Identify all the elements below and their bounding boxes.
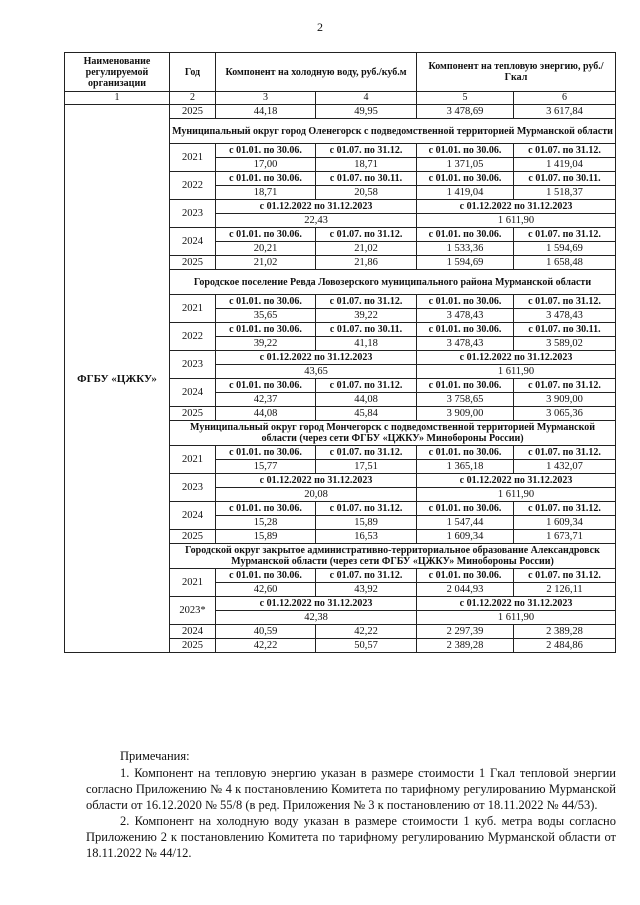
year-cell: 2024 [170,502,216,530]
section-title: Городское поселение Ревда Ловозерского муниципального района Мурманской области [170,270,616,295]
value-cell: 42,38 [216,611,417,625]
value-cell: 15,28 [216,516,316,530]
value-cell: 1 518,37 [514,186,616,200]
value-cell: 15,77 [216,460,316,474]
year-cell: 2025 [170,639,216,653]
header-heat: Компонент на тепловую энергию, руб./Гкал [417,53,616,92]
value-cell: 1 419,04 [417,186,514,200]
year-cell: 2022 [170,172,216,200]
value-cell: 2 389,28 [417,639,514,653]
value-cell: 17,51 [316,460,417,474]
period-cell: с 01.07. по 31.12. [514,446,616,460]
period-cell: с 01.01. по 30.06. [417,323,514,337]
period-cell: с 01.01. по 30.06. [417,228,514,242]
value-cell: 40,59 [216,625,316,639]
period-cell: с 01.12.2022 по 31.12.2023 [417,597,616,611]
period-cell: с 01.12.2022 по 31.12.2023 [216,474,417,488]
year-cell: 2025 [170,530,216,544]
period-cell: с 01.07. по 31.12. [514,144,616,158]
value-cell: 3 909,00 [514,393,616,407]
period-cell: с 01.12.2022 по 31.12.2023 [417,351,616,365]
year-cell: 2024 [170,379,216,407]
organization-name: ФГБУ «ЦЖКУ» [65,105,170,653]
value-cell: 16,53 [316,530,417,544]
year-cell: 2024 [170,625,216,639]
value-cell: 17,00 [216,158,316,172]
year-cell: 2023 [170,474,216,502]
notes-block [86,748,616,861]
value-cell: 2 044,93 [417,583,514,597]
value-cell: 1 609,34 [417,530,514,544]
period-cell: с 01.01. по 30.06. [417,144,514,158]
value-cell: 2 484,86 [514,639,616,653]
value-cell: 42,37 [216,393,316,407]
value-cell: 1 432,07 [514,460,616,474]
period-cell: с 01.01. по 30.06. [417,379,514,393]
page-number: 2 [317,20,323,34]
table-row [65,105,616,119]
year-cell: 2025 [170,256,216,270]
period-cell: с 01.07. по 31.12. [316,144,417,158]
period-cell: с 01.12.2022 по 31.12.2023 [216,200,417,214]
period-cell: с 01.07. по 30.11. [316,323,417,337]
period-cell: с 01.01. по 30.06. [417,446,514,460]
value-cell: 42,22 [316,625,417,639]
note-1: 1. Компонент на тепловую энергию указан в размере стоимости 1 Гкал тепловой энергии согласно Приложению № 4 к постановлению Комитета по тарифному регулированию Мурманской области от 16.12.2020 № 55/8 (в ред. Приложения № 3 к постановлению от 18.11.2022 № 44/53). [86,766,616,812]
col-number: 3 [216,92,316,105]
col-number: 1 [65,92,170,105]
value-cell: 21,02 [216,256,316,270]
year-cell: 2023 [170,351,216,379]
period-cell: с 01.01. по 30.06. [216,502,316,516]
value-cell: 43,65 [216,365,417,379]
period-cell: с 01.01. по 30.06. [216,446,316,460]
year-cell: 2025 [170,105,216,119]
period-cell: с 01.07. по 31.12. [316,569,417,583]
value-cell: 18,71 [216,186,316,200]
year-cell: 2025 [170,407,216,421]
value-cell: 1 594,69 [514,242,616,256]
col-number: 2 [170,92,216,105]
period-cell: с 01.01. по 30.06. [216,172,316,186]
period-cell: с 01.07. по 30.11. [514,172,616,186]
value-cell: 22,43 [216,214,417,228]
value-cell: 2 389,28 [514,625,616,639]
period-cell: с 01.01. по 30.06. [417,502,514,516]
period-cell: с 01.07. по 31.12. [514,569,616,583]
period-cell: с 01.07. по 31.12. [316,228,417,242]
section-title: Городской округ закрытое административно-территориальное образование Александровск Мурманской области (через сети ФГБУ «ЦЖКУ» Минобороны России) [170,544,616,569]
header-water: Компонент на холодную воду, руб./куб.м [216,53,417,92]
value-cell: 41,18 [316,337,417,351]
value-cell: 3 065,36 [514,407,616,421]
period-cell: с 01.01. по 30.06. [216,379,316,393]
value-cell: 2 126,11 [514,583,616,597]
value-cell: 49,95 [316,105,417,119]
col-number: 4 [316,92,417,105]
period-cell: с 01.07. по 31.12. [514,295,616,309]
year-cell: 2021 [170,144,216,172]
value-cell: 44,08 [216,407,316,421]
value-cell: 20,21 [216,242,316,256]
year-cell: 2024 [170,228,216,256]
value-cell: 43,92 [316,583,417,597]
value-cell: 1 611,90 [417,611,616,625]
period-cell: с 01.07. по 31.12. [514,228,616,242]
value-cell: 1 547,44 [417,516,514,530]
value-cell: 3 478,43 [417,337,514,351]
period-cell: с 01.07. по 31.12. [514,379,616,393]
value-cell: 45,84 [316,407,417,421]
column-number-row [65,92,616,105]
tariff-table [64,52,616,653]
header-row [65,53,616,92]
value-cell: 15,89 [316,516,417,530]
value-cell: 35,65 [216,309,316,323]
value-cell: 3 909,00 [417,407,514,421]
value-cell: 3 478,43 [417,309,514,323]
value-cell: 1 658,48 [514,256,616,270]
value-cell: 39,22 [316,309,417,323]
value-cell: 39,22 [216,337,316,351]
header-year: Год [170,53,216,92]
period-cell: с 01.07. по 31.12. [316,502,417,516]
value-cell: 21,02 [316,242,417,256]
period-cell: с 01.07. по 30.11. [514,323,616,337]
value-cell: 3 617,84 [514,105,616,119]
value-cell: 21,86 [316,256,417,270]
value-cell: 1 533,36 [417,242,514,256]
period-cell: с 01.01. по 30.06. [417,295,514,309]
period-cell: с 01.01. по 30.06. [216,569,316,583]
col-number: 6 [514,92,616,105]
year-cell: 2022 [170,323,216,351]
value-cell: 44,08 [316,393,417,407]
value-cell: 3 478,43 [514,309,616,323]
period-cell: с 01.07. по 31.12. [316,379,417,393]
year-cell: 2021 [170,295,216,323]
period-cell: с 01.12.2022 по 31.12.2023 [417,200,616,214]
value-cell: 1 611,90 [417,214,616,228]
value-cell: 15,89 [216,530,316,544]
col-number: 5 [417,92,514,105]
value-cell: 3 589,02 [514,337,616,351]
period-cell: с 01.12.2022 по 31.12.2023 [216,351,417,365]
period-cell: с 01.01. по 30.06. [216,144,316,158]
value-cell: 1 611,90 [417,365,616,379]
notes-title: Примечания: [120,749,190,763]
section-title: Муниципальный округ город Мончегорск с подведомственной территорией Мурманской области (через сети ФГБУ «ЦЖКУ» Минобороны России) [170,421,616,446]
value-cell: 42,60 [216,583,316,597]
value-cell: 1 673,71 [514,530,616,544]
value-cell: 20,58 [316,186,417,200]
period-cell: с 01.12.2022 по 31.12.2023 [216,597,417,611]
value-cell: 20,08 [216,488,417,502]
value-cell: 1 594,69 [417,256,514,270]
year-cell: 2021 [170,446,216,474]
period-cell: с 01.01. по 30.06. [216,323,316,337]
value-cell: 1 419,04 [514,158,616,172]
value-cell: 3 478,69 [417,105,514,119]
period-cell: с 01.07. по 31.12. [316,295,417,309]
header-org: Наименование регулируемой организации [65,53,170,92]
period-cell: с 01.07. по 30.11. [316,172,417,186]
period-cell: с 01.01. по 30.06. [216,228,316,242]
period-cell: с 01.07. по 31.12. [514,502,616,516]
value-cell: 1 365,18 [417,460,514,474]
year-cell: 2021 [170,569,216,597]
period-cell: с 01.12.2022 по 31.12.2023 [417,474,616,488]
note-2: 2. Компонент на холодную воду указан в размере стоимости 1 куб. метра воды согласно Приложению 2 к постановлению Комитета по тарифному регулированию Мурманской области от 18.11.2022 № 44/12. [86,814,616,860]
period-cell: с 01.01. по 30.06. [417,172,514,186]
value-cell: 1 371,05 [417,158,514,172]
period-cell: с 01.01. по 30.06. [216,295,316,309]
year-cell: 2023* [170,597,216,625]
value-cell: 1 611,90 [417,488,616,502]
section-title: Муниципальный округ город Оленегорск с подведомственной территорией Мурманской области [170,119,616,144]
period-cell: с 01.07. по 31.12. [316,446,417,460]
period-cell: с 01.01. по 30.06. [417,569,514,583]
year-cell: 2023 [170,200,216,228]
value-cell: 1 609,34 [514,516,616,530]
value-cell: 3 758,65 [417,393,514,407]
value-cell: 50,57 [316,639,417,653]
value-cell: 18,71 [316,158,417,172]
value-cell: 42,22 [216,639,316,653]
value-cell: 44,18 [216,105,316,119]
value-cell: 2 297,39 [417,625,514,639]
